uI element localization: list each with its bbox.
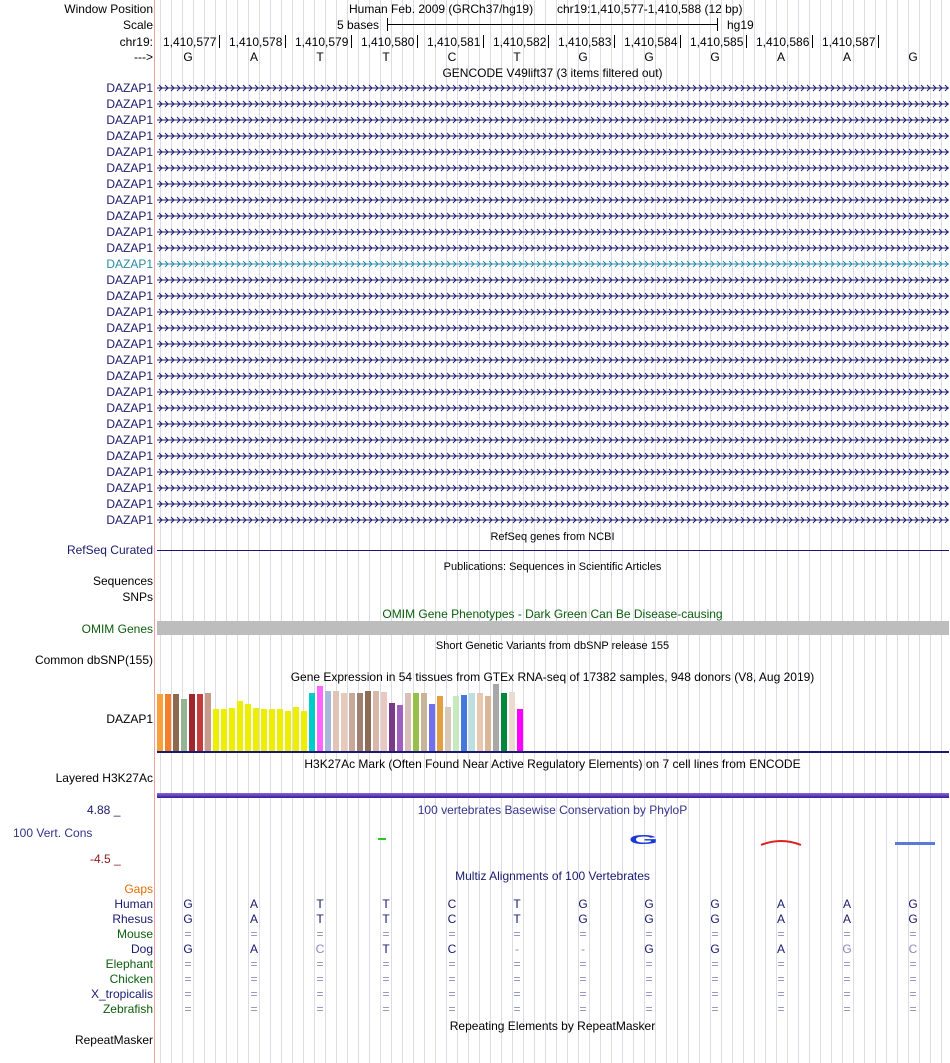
multiz-base: = (184, 957, 192, 971)
multiz-base: = (316, 957, 324, 971)
h3k27ac-signal[interactable] (157, 793, 949, 798)
gencode-item-label[interactable]: DAZAP1 (106, 273, 153, 287)
multiz-base: G (644, 942, 654, 956)
gtex-tissue-bar[interactable] (501, 693, 507, 751)
multiz-base: T (382, 942, 390, 956)
multiz-base: = (711, 972, 719, 986)
multiz-base: A (842, 897, 851, 911)
window-position-label: Window Position (64, 2, 153, 16)
multiz-base: = (777, 957, 785, 971)
conservation-mark-g: G (629, 832, 659, 847)
gencode-transcript-line[interactable] (157, 178, 949, 190)
gencode-item-label[interactable]: DAZAP1 (106, 497, 153, 511)
gtex-tissue-bar[interactable] (453, 696, 459, 751)
multiz-base: = (711, 1002, 719, 1016)
dbsnp-label[interactable]: Common dbSNP(155) (34, 653, 153, 667)
multiz-base: = (579, 972, 587, 986)
gtex-tissue-bar[interactable] (461, 695, 467, 751)
gencode-item-label[interactable]: DAZAP1 (106, 385, 153, 399)
multiz-base: A (776, 942, 785, 956)
refseq-label[interactable]: RefSeq Curated (66, 543, 153, 557)
gtex-tissue-bar[interactable] (197, 694, 203, 751)
gencode-transcript-line[interactable] (157, 274, 949, 286)
gencode-item-label[interactable]: DAZAP1 (106, 369, 153, 383)
multiz-base: C (447, 942, 457, 956)
gencode-transcript-line[interactable] (157, 434, 949, 446)
multiz-base: G (908, 912, 918, 926)
multiz-base: = (448, 1002, 456, 1016)
gencode-item-label[interactable]: DAZAP1 (106, 257, 153, 271)
gencode-transcript-line[interactable] (157, 210, 949, 222)
gtex-tissue-bar[interactable] (397, 705, 403, 751)
gtex-tissue-bar[interactable] (173, 694, 179, 751)
multiz-base: = (513, 927, 521, 941)
gencode-item-label[interactable]: DAZAP1 (106, 97, 153, 111)
gencode-transcript-line[interactable] (157, 242, 949, 254)
multiz-base: = (777, 927, 785, 941)
reference-base: G (644, 50, 654, 64)
gencode-transcript-line[interactable] (157, 418, 949, 430)
gtex-tissue-bar[interactable] (157, 694, 163, 751)
multiz-base: = (645, 1002, 653, 1016)
ruler-position-label[interactable]: 1,410,579 (295, 35, 349, 49)
gencode-item-label[interactable]: DAZAP1 (106, 81, 153, 95)
multiz-base: = (579, 987, 587, 1001)
multiz-base: = (382, 1002, 390, 1016)
multiz-base: = (843, 927, 851, 941)
gencode-transcript-line[interactable] (157, 450, 949, 462)
conservation-track-title[interactable]: 100 vertebrates Basewise Conservation by PhyloP (417, 803, 688, 817)
gtex-tissue-bar[interactable] (437, 696, 443, 751)
ruler-tick (812, 35, 813, 48)
multiz-base: C (315, 942, 325, 956)
ruler-position-label[interactable]: 1,410,577 (163, 35, 217, 49)
multiz-base: = (843, 972, 851, 986)
multiz-base: = (909, 987, 917, 1001)
ruler-tick (483, 35, 484, 48)
multiz-base: = (711, 957, 719, 971)
multiz-base: A (249, 897, 258, 911)
omim-label[interactable]: OMIM Genes (81, 622, 153, 636)
multiz-base: G (710, 897, 720, 911)
multiz-species-label[interactable]: Elephant (105, 957, 153, 971)
gencode-transcript-line[interactable] (157, 370, 949, 382)
reference-base: G (578, 50, 588, 64)
gencode-item-label[interactable]: DAZAP1 (106, 465, 153, 479)
ruler-position-label[interactable]: 1,410,585 (690, 35, 744, 49)
gencode-item-label[interactable]: DAZAP1 (106, 401, 153, 415)
gencode-transcript-line[interactable] (157, 162, 949, 174)
multiz-base: - (515, 942, 519, 956)
assembly-title: Human Feb. 2009 (GRCh37/hg19) (349, 2, 534, 16)
ruler-position-label[interactable]: 1,410,587 (822, 35, 876, 49)
multiz-base: = (645, 987, 653, 1001)
gtex-tissue-bar[interactable] (269, 709, 275, 751)
multiz-base: T (316, 912, 324, 926)
multiz-base: = (316, 1002, 324, 1016)
gencode-item-label[interactable]: DAZAP1 (106, 145, 153, 159)
ruler-position-label[interactable]: 1,410,580 (361, 35, 415, 49)
conservation-mark-t (378, 838, 386, 840)
multiz-base: = (843, 1002, 851, 1016)
multiz-base: G (644, 912, 654, 926)
multiz-base: = (909, 927, 917, 941)
scale-db: hg19 (727, 18, 754, 32)
multiz-base: = (184, 972, 192, 986)
conservation-logo (155, 825, 950, 850)
reference-base: G (908, 50, 918, 64)
reference-base: T (316, 50, 324, 64)
gtex-tissue-bar[interactable] (309, 693, 315, 751)
gtex-tissue-bar[interactable] (509, 692, 515, 751)
gencode-item-label[interactable]: DAZAP1 (106, 433, 153, 447)
multiz-base: = (777, 1002, 785, 1016)
ruler-tick (285, 35, 286, 48)
multiz-base: C (447, 897, 457, 911)
reference-base: G (710, 50, 720, 64)
ruler-position-label[interactable]: 1,410,584 (624, 35, 678, 49)
multiz-base: - (581, 942, 585, 956)
multiz-base: = (184, 1002, 192, 1016)
multiz-base: G (578, 912, 588, 926)
multiz-species-label[interactable]: Mouse (116, 927, 153, 941)
gencode-item-label[interactable]: DAZAP1 (106, 289, 153, 303)
gtex-tissue-bar[interactable] (413, 693, 419, 751)
gtex-gene-line (157, 751, 949, 753)
multiz-species-label[interactable]: Chicken (109, 972, 153, 986)
gencode-item-label[interactable]: DAZAP1 (106, 129, 153, 143)
publications-track-title[interactable]: Publications: Sequences in Scientific Articles (443, 561, 662, 573)
gtex-tissue-bar[interactable] (381, 692, 387, 751)
gtex-track-title[interactable]: Gene Expression in 54 tissues from GTEx RNA-seq of 17382 samples, 948 donors (V8, Aug 2019) (290, 670, 815, 684)
multiz-base: = (250, 972, 258, 986)
multiz-base: = (579, 957, 587, 971)
ruler-tick (548, 35, 549, 48)
gtex-tissue-bar[interactable] (389, 703, 395, 751)
conservation-mark-g2 (895, 842, 935, 845)
ruler-tick (878, 35, 879, 48)
multiz-species-label[interactable]: Human (114, 897, 153, 911)
multiz-base: T (513, 912, 521, 926)
snps-label[interactable]: SNPs (122, 590, 153, 604)
gtex-tissue-bar[interactable] (349, 693, 355, 751)
gtex-tissue-bar[interactable] (229, 708, 235, 751)
reference-base: T (513, 50, 521, 64)
reference-base: T (382, 50, 390, 64)
gencode-transcript-line[interactable] (157, 322, 949, 334)
multiz-base: A (776, 897, 785, 911)
gtex-tissue-bar[interactable] (333, 691, 339, 751)
gtex-tissue-bar[interactable] (469, 693, 475, 751)
multiz-base: = (843, 957, 851, 971)
multiz-base: = (250, 957, 258, 971)
gtex-tissue-bar[interactable] (429, 704, 435, 751)
ruler-tick (680, 35, 681, 48)
multiz-base: = (843, 987, 851, 1001)
gencode-transcript-line[interactable] (157, 482, 949, 494)
multiz-base: = (382, 957, 390, 971)
gencode-item-label[interactable]: DAZAP1 (106, 305, 153, 319)
gtex-tissue-bar[interactable] (485, 696, 491, 751)
gtex-tissue-bar[interactable] (317, 686, 323, 751)
gtex-tissue-bar[interactable] (237, 701, 243, 751)
gtex-tissue-bar[interactable] (493, 684, 499, 751)
multiz-base: = (711, 987, 719, 1001)
multiz-base: = (448, 972, 456, 986)
gencode-item-label[interactable]: DAZAP1 (106, 513, 153, 527)
gtex-tissue-bar[interactable] (301, 711, 307, 751)
multiz-base: T (316, 897, 324, 911)
multiz-base: = (250, 927, 258, 941)
gencode-item-label[interactable]: DAZAP1 (106, 241, 153, 255)
gtex-tissue-bar[interactable] (253, 708, 259, 751)
gtex-tissue-bar[interactable] (293, 707, 299, 751)
gtex-expression-bars[interactable] (157, 684, 949, 751)
scale-bar-left-tick (387, 18, 388, 31)
refseq-gene-line[interactable] (157, 550, 949, 551)
multiz-base: C (908, 942, 918, 956)
gencode-transcript-line[interactable] (157, 514, 949, 526)
gtex-tissue-bar[interactable] (189, 694, 195, 751)
gencode-transcript-line[interactable] (157, 258, 949, 270)
repeatmasker-label[interactable]: RepeatMasker (74, 1033, 153, 1047)
strand-label: ---> (134, 50, 153, 64)
gtex-tissue-bar[interactable] (285, 711, 291, 751)
reference-base: C (447, 50, 457, 64)
position-text: chr19:1,410,577-1,410,588 (12 bp) (557, 2, 743, 16)
dbsnp-track-title[interactable]: Short Genetic Variants from dbSNP release 155 (435, 640, 670, 652)
multiz-base: G (644, 897, 654, 911)
multiz-base: G (908, 897, 918, 911)
multiz-species-label[interactable]: X_tropicalis (90, 987, 153, 1001)
multiz-base: = (382, 927, 390, 941)
multiz-base: A (249, 912, 258, 926)
multiz-base: = (448, 957, 456, 971)
gtex-tissue-bar[interactable] (221, 709, 227, 751)
ruler-tick (417, 35, 418, 48)
omim-track-title[interactable]: OMIM Gene Phenotypes - Dark Green Can Be Disease-causing (382, 607, 723, 621)
conservation-mark-a (761, 841, 801, 845)
multiz-base: G (578, 897, 588, 911)
repeatmasker-track-title[interactable]: Repeating Elements by RepeatMasker (449, 1019, 656, 1033)
multiz-base: G (710, 912, 720, 926)
gtex-tissue-bar[interactable] (245, 704, 251, 751)
multiz-base: = (513, 972, 521, 986)
h3k27ac-track-title[interactable]: H3K27Ac Mark (Often Found Near Active Regulatory Elements) on 7 cell lines from ENCODE (304, 757, 801, 771)
gtex-tissue-bar[interactable] (341, 693, 347, 751)
gencode-track-title[interactable]: GENCODE V49lift37 (3 items filtered out) (442, 66, 663, 80)
multiz-base: = (316, 927, 324, 941)
multiz-base: G (183, 897, 193, 911)
multiz-base: T (382, 912, 390, 926)
multiz-base: = (382, 972, 390, 986)
multiz-base: = (448, 987, 456, 1001)
multiz-base: = (448, 927, 456, 941)
reference-base: A (776, 50, 785, 64)
gtex-tissue-bar[interactable] (357, 693, 363, 751)
multiz-base: G (710, 942, 720, 956)
gencode-transcript-line[interactable] (157, 402, 949, 414)
multiz-base: = (513, 987, 521, 1001)
multiz-species-label[interactable]: Zebrafish (102, 1002, 153, 1016)
ruler-position-label[interactable]: 1,410,578 (229, 35, 283, 49)
gtex-tissue-bar[interactable] (373, 691, 379, 751)
scale-label: Scale (122, 18, 153, 32)
multiz-base: A (842, 912, 851, 926)
gencode-item-label[interactable]: DAZAP1 (106, 113, 153, 127)
gtex-tissue-bar[interactable] (421, 693, 427, 751)
multiz-base: = (579, 1002, 587, 1016)
multiz-base: = (250, 987, 258, 1001)
multiz-species-label[interactable]: Dog (130, 942, 153, 956)
gencode-item-label[interactable]: DAZAP1 (106, 337, 153, 351)
gencode-transcript-line[interactable] (157, 98, 949, 110)
multiz-species-label[interactable]: Rhesus (112, 912, 153, 926)
gencode-transcript-line[interactable] (157, 82, 949, 94)
reference-base: A (842, 50, 851, 64)
conservation-label[interactable]: 100 Vert. Cons (13, 826, 93, 840)
multiz-base: T (513, 897, 521, 911)
gencode-item-label[interactable]: DAZAP1 (106, 449, 153, 463)
multiz-base: = (645, 957, 653, 971)
multiz-base: = (184, 987, 192, 1001)
ruler-tick (219, 35, 220, 48)
chr-label: chr19: (119, 35, 153, 49)
ruler-tick (351, 35, 352, 48)
gtex-tissue-bar[interactable] (325, 691, 331, 751)
ruler-position-label[interactable]: 1,410,583 (558, 35, 612, 49)
multiz-base: = (316, 987, 324, 1001)
multiz-base: = (513, 1002, 521, 1016)
multiz-base: G (183, 942, 193, 956)
scale-bar (387, 24, 718, 25)
gencode-item-label[interactable]: DAZAP1 (106, 225, 153, 239)
multiz-base: A (776, 912, 785, 926)
multiz-base: = (513, 957, 521, 971)
ruler-position-label[interactable]: 1,410,586 (756, 35, 810, 49)
multiz-base: = (645, 927, 653, 941)
omim-bar[interactable] (157, 621, 949, 635)
gaps-label: Gaps (124, 882, 153, 896)
gtex-tissue-bar[interactable] (261, 709, 267, 751)
scale-bar-right-tick (717, 18, 718, 31)
gencode-item-label[interactable]: DAZAP1 (106, 321, 153, 335)
gencode-transcript-line[interactable] (157, 290, 949, 302)
multiz-base: C (447, 912, 457, 926)
gencode-item-label[interactable]: DAZAP1 (106, 209, 153, 223)
gtex-tissue-bar[interactable] (405, 693, 411, 751)
gtex-tissue-bar[interactable] (205, 693, 211, 751)
multiz-base: = (777, 972, 785, 986)
multiz-base: = (184, 927, 192, 941)
gencode-transcript-line[interactable] (157, 306, 949, 318)
gtex-gene-label[interactable]: DAZAP1 (106, 712, 153, 726)
conservation-min: -4.5 _ (90, 852, 121, 866)
gencode-item-label[interactable]: DAZAP1 (106, 161, 153, 175)
ruler-position-label[interactable]: 1,410,581 (427, 35, 481, 49)
gencode-item-label[interactable]: DAZAP1 (106, 481, 153, 495)
multiz-base: = (250, 1002, 258, 1016)
multiz-base: = (316, 972, 324, 986)
h3k27ac-label[interactable]: Layered H3K27Ac (55, 771, 153, 785)
gencode-item-label[interactable]: DAZAP1 (106, 193, 153, 207)
gencode-transcript-line[interactable] (157, 466, 949, 478)
gtex-tissue-bar[interactable] (165, 694, 171, 751)
gtex-tissue-bar[interactable] (213, 709, 219, 751)
conservation-max: 4.88 _ (87, 803, 121, 817)
multiz-base: = (711, 927, 719, 941)
multiz-base: = (777, 987, 785, 1001)
gtex-tissue-bar[interactable] (181, 699, 187, 751)
ruler-position-label[interactable]: 1,410,582 (493, 35, 547, 49)
gencode-transcript-line[interactable] (157, 194, 949, 206)
multiz-base: A (249, 942, 258, 956)
gencode-transcript-line[interactable] (157, 130, 949, 142)
gencode-item-label[interactable]: DAZAP1 (106, 177, 153, 191)
gencode-item-label[interactable]: DAZAP1 (106, 353, 153, 367)
gtex-tissue-bar[interactable] (277, 709, 283, 751)
gtex-tissue-bar[interactable] (517, 709, 523, 751)
multiz-track-title[interactable]: Multiz Alignments of 100 Vertebrates (455, 869, 650, 883)
gencode-transcript-line[interactable] (157, 146, 949, 158)
reference-base: G (183, 50, 193, 64)
gtex-tissue-bar[interactable] (445, 707, 451, 751)
gencode-item-label[interactable]: DAZAP1 (106, 417, 153, 431)
multiz-base: T (382, 897, 390, 911)
multiz-base: = (909, 957, 917, 971)
publications-label[interactable]: Sequences (92, 574, 153, 588)
refseq-track-title[interactable]: RefSeq genes from NCBI (490, 531, 615, 543)
gencode-transcript-line[interactable] (157, 386, 949, 398)
multiz-base: G (842, 942, 852, 956)
ruler-tick (746, 35, 747, 48)
multiz-base: = (382, 987, 390, 1001)
multiz-base: = (909, 1002, 917, 1016)
multiz-base: = (579, 927, 587, 941)
gencode-transcript-line[interactable] (157, 114, 949, 126)
gtex-tissue-bar[interactable] (477, 693, 483, 751)
gencode-transcript-line[interactable] (157, 354, 949, 366)
gencode-transcript-line[interactable] (157, 498, 949, 510)
multiz-base: G (183, 912, 193, 926)
gencode-transcript-line[interactable] (157, 338, 949, 350)
multiz-base: = (909, 972, 917, 986)
multiz-base: = (645, 972, 653, 986)
scale-text: 5 bases (337, 18, 380, 32)
gtex-tissue-bar[interactable] (365, 691, 371, 751)
ruler-tick (614, 35, 615, 48)
reference-base: A (249, 50, 258, 64)
gencode-transcript-line[interactable] (157, 226, 949, 238)
